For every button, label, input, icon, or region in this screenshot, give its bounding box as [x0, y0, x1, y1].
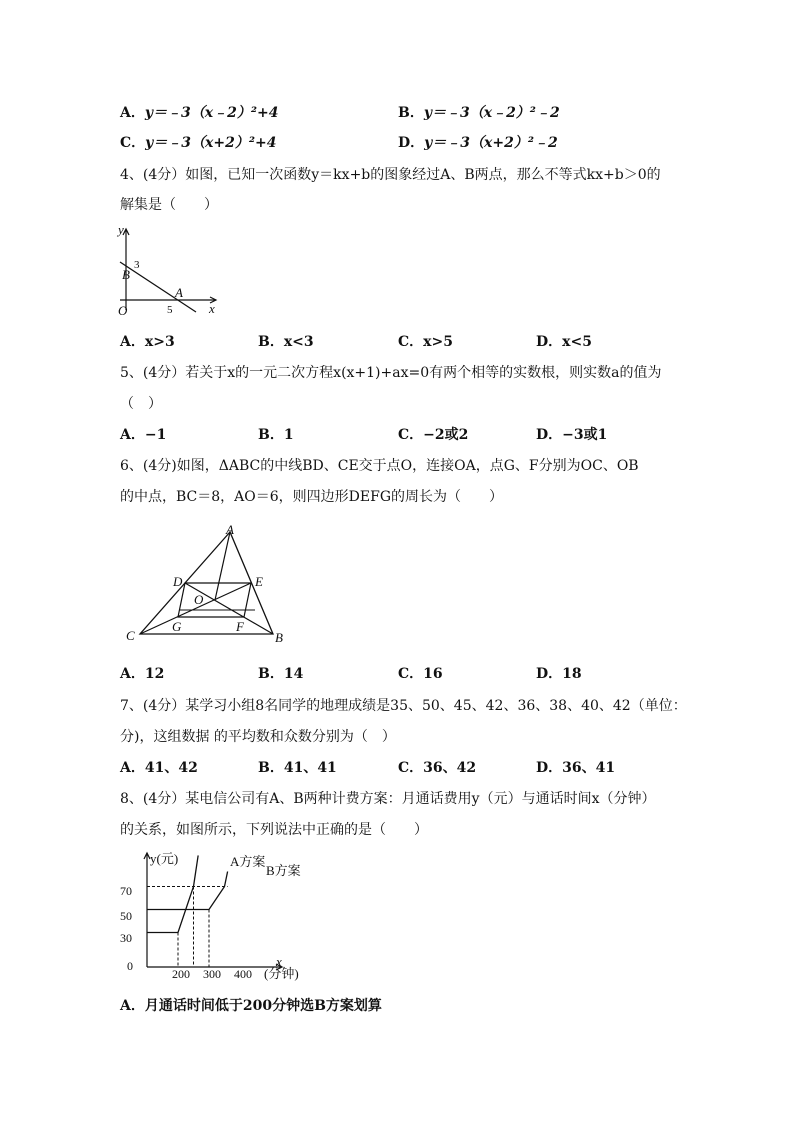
- q3-option-c: C．y＝﹣3（x+2）²+4: [120, 135, 277, 151]
- q8-x-tick-200: 200: [172, 967, 190, 981]
- q8-y-tick-0: 0: [127, 959, 133, 973]
- q5-stem-line1: 5、(4分）若关于x的一元二次方程x(x+1)+ax=0有两个相等的实数根，则实数a的值为: [120, 365, 662, 381]
- q3-option-d: D．y＝﹣3（x+2）²﹣2: [398, 135, 558, 151]
- q4-figure: [114, 220, 224, 320]
- q5-option-c: C．−2或2: [398, 427, 469, 443]
- q8-chart: [116, 845, 316, 985]
- q6-label-d: D: [173, 574, 183, 589]
- q3-option-a: A．y＝﹣3（x﹣2）²+4: [120, 105, 279, 121]
- q8-y-tick-70: 70: [120, 884, 132, 898]
- q6-label-o: O: [194, 592, 204, 607]
- q4-point-a: A: [175, 285, 183, 300]
- q7-option-d: D．36、41: [536, 760, 616, 776]
- q7-option-b: B．41、41: [258, 760, 337, 776]
- q3-option-b: B．y＝﹣3（x﹣2）²﹣2: [398, 105, 560, 121]
- q6-label-c: C: [126, 628, 135, 643]
- q6-label-g: G: [172, 619, 182, 634]
- q8-series-a-extension: [194, 855, 199, 886]
- q8-y-tick-30: 30: [120, 931, 132, 945]
- q6-stem-line2: 的中点，BC＝8，AO＝6，则四边形DEFG的周长为（ ）: [120, 489, 504, 505]
- q4-stem-line1: 4、(4分）如图，已知一次函数y＝kx+b的图象经过A、B两点，那么不等式kx+b＞0的: [120, 167, 661, 183]
- q6-option-c: C．16: [398, 666, 443, 682]
- q6-segment-oa: [215, 532, 230, 600]
- q7-stem-line2: 分)，这组数据 的平均数和众数分别为（ ）: [120, 729, 396, 745]
- q7-option-c: C．36、42: [398, 760, 477, 776]
- q6-label-f: F: [236, 619, 244, 634]
- q5-option-b: B．1: [258, 427, 294, 443]
- q4-tick-3: 3: [134, 259, 140, 271]
- q6-figure: [120, 520, 300, 650]
- q8-option-a: A．月通话时间低于200分钟选B方案划算: [120, 998, 382, 1014]
- q8-series-b-extension: [225, 872, 228, 887]
- q4-tick-5: 5: [167, 304, 173, 316]
- q4-option-a: A．x>3: [120, 334, 175, 350]
- q4-origin: O: [118, 303, 128, 318]
- q4-stem-line2: 解集是（ ）: [120, 197, 218, 213]
- q5-option-a: A．−1: [120, 427, 167, 443]
- q6-option-a: A．12: [120, 666, 165, 682]
- q4-point-b: B: [122, 267, 130, 282]
- q8-stem-line1: 8、(4分）某电信公司有A、B两种计费方案：月通话费用y（元）与通话时间x（分钟）: [120, 791, 656, 807]
- q6-median-bd: [185, 583, 273, 634]
- q8-x-tick-400: 400: [234, 967, 252, 981]
- q4-option-b: B．x<3: [258, 334, 314, 350]
- q5-option-d: D．−3或1: [536, 427, 608, 443]
- q6-label-b: B: [275, 630, 283, 645]
- q4-x-label: x: [209, 301, 215, 316]
- q8-x-unit: (分钟): [264, 966, 299, 981]
- q6-label-a: A: [226, 522, 234, 537]
- q4-line: [120, 262, 196, 312]
- q4-option-c: C．x>5: [398, 334, 453, 350]
- q8-x-tick-300: 300: [203, 967, 221, 981]
- q4-y-label: y: [118, 222, 124, 237]
- q5-stem-line2: （ ）: [120, 396, 162, 412]
- q8-series-b-label: B方案: [266, 863, 301, 878]
- q6-median-ce: [140, 583, 251, 634]
- q4-option-d: D．x<5: [536, 334, 592, 350]
- q8-x-label: x: [276, 954, 282, 969]
- q8-series-a-label: A方案: [230, 854, 266, 869]
- q8-stem-line2: 的关系，如图所示，下列说法中正确的是（ ）: [120, 822, 428, 838]
- q6-stem-line1: 6、(4分)如图，ΔABC的中线BD、CE交于点O，连接OA，点G、F分别为OC、OB: [120, 458, 639, 474]
- q8-y-label: y(元): [150, 851, 179, 866]
- q6-option-b: B．14: [258, 666, 304, 682]
- q7-option-a: A．41、42: [120, 760, 198, 776]
- q8-series-b-line: [147, 887, 225, 910]
- q7-stem-line1: 7、(4分）某学习小组8名同学的地理成绩是35、50、45、42、36、38、40、42（单位：: [120, 698, 687, 714]
- q8-y-tick-50: 50: [120, 909, 132, 923]
- q6-label-e: E: [255, 574, 263, 589]
- q6-option-d: D．18: [536, 666, 582, 682]
